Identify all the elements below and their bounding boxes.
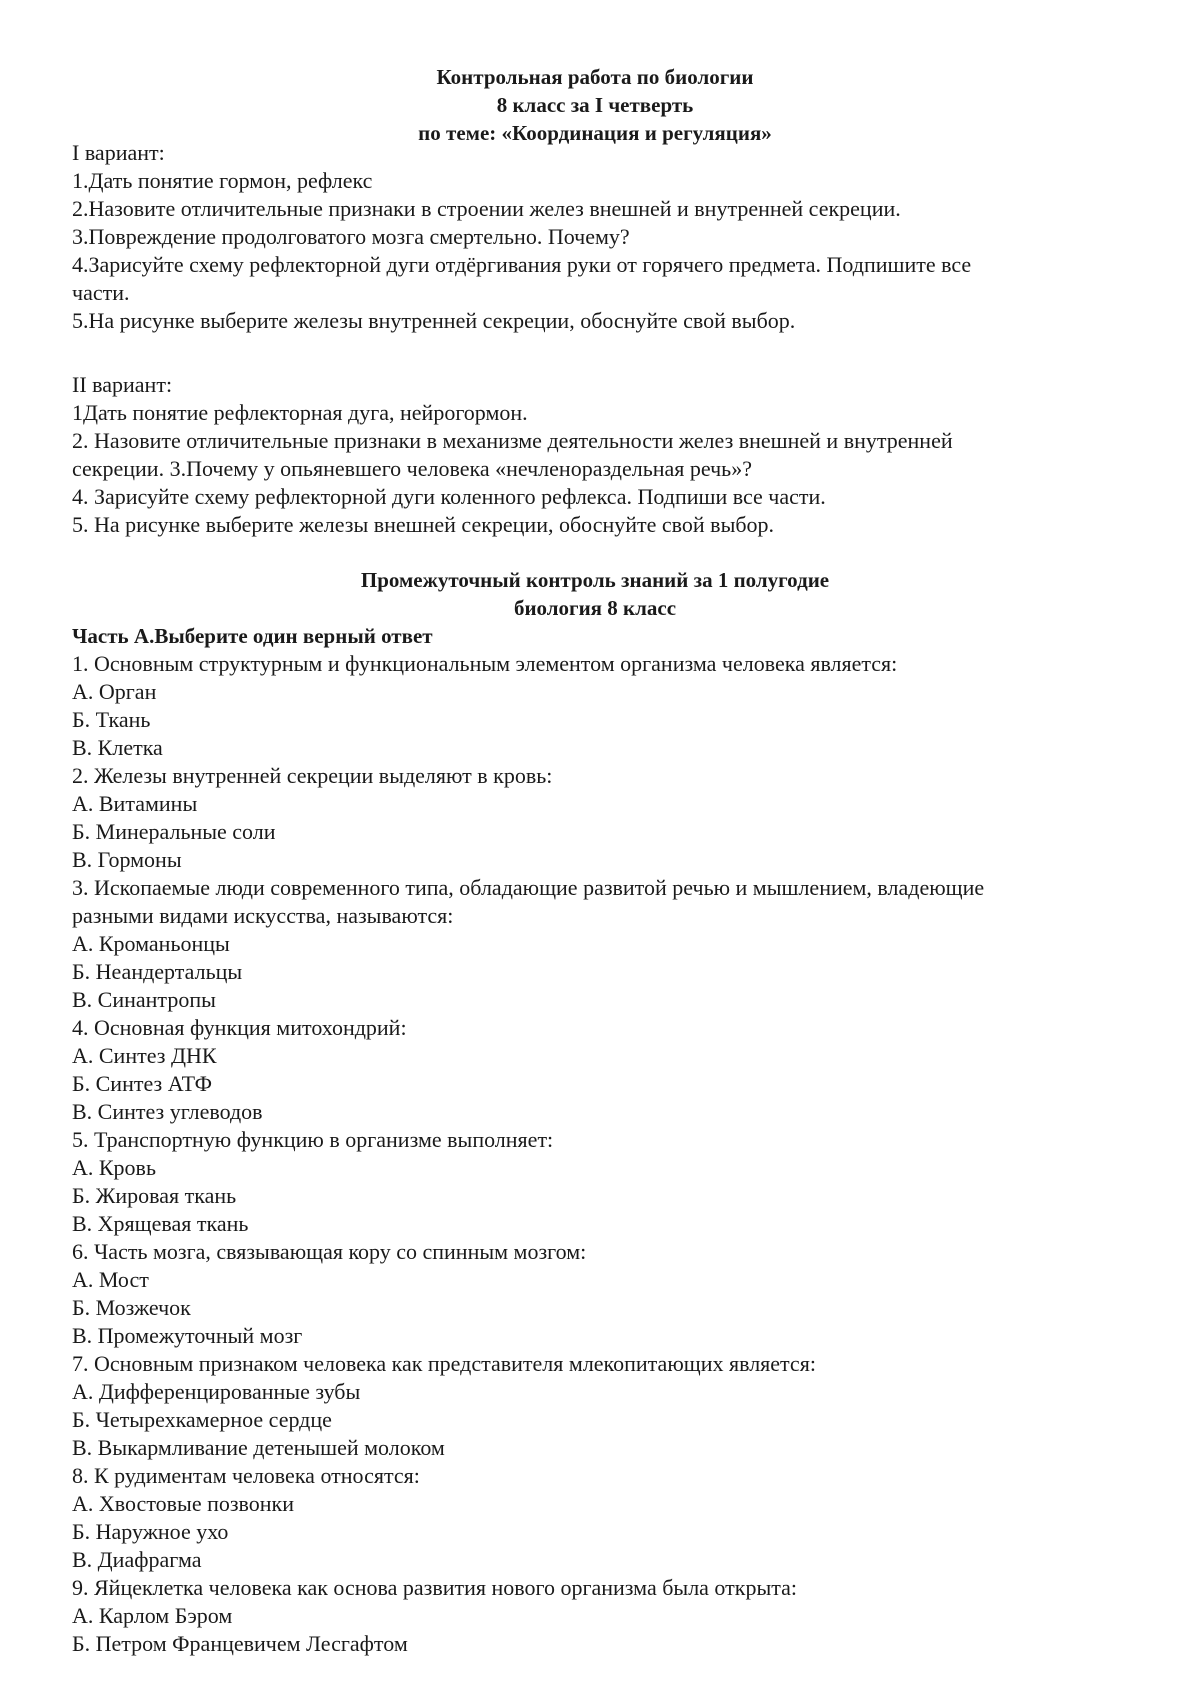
answer-option: Б. Минеральные соли — [72, 819, 276, 844]
question-line: 1.Дать понятие гормон, рефлекс — [72, 168, 373, 193]
test1-title-line: Контрольная работа по биологии — [436, 65, 754, 89]
question-line: 3. Ископаемые люди современного типа, обладающие развитой речью и мышлением, владеющие — [72, 875, 985, 900]
answer-option: Б. Неандертальцы — [72, 959, 243, 984]
answer-option: А. Орган — [72, 679, 157, 704]
answer-option: А. Кроманьонцы — [72, 931, 230, 956]
answer-option: В. Клетка — [72, 735, 163, 760]
variant-1-section — [72, 139, 1132, 335]
question-line: 3.Повреждение продолговатого мозга смертельно. Почему? — [72, 224, 630, 249]
test2-title-line: Промежуточный контроль знаний за 1 полугодие — [360, 568, 830, 592]
answer-option: В. Хрящевая ткань — [72, 1211, 249, 1236]
answer-option: В. Промежуточный мозг — [72, 1323, 303, 1348]
part-a-heading: Часть А.Выберите один верный ответ — [72, 624, 433, 648]
answer-option: А. Синтез ДНК — [72, 1043, 217, 1068]
question-line: 1Дать понятие рефлекторная дуга, нейрогормон. — [72, 400, 528, 425]
answer-option: В. Диафрагма — [72, 1547, 202, 1572]
test1-title-line: 8 класс за I четверть — [496, 93, 694, 117]
question-line: 4.Зарисуйте схему рефлекторной дуги отдёргивания руки от горячего предмета. Подпишите все — [72, 252, 972, 277]
answer-option: В. Синтез углеводов — [72, 1099, 263, 1124]
question-line: 2.Назовите отличительные признаки в строении желез внешней и внутренней секреции. — [72, 196, 901, 221]
question-line: 4. Основная функция митохондрий: — [72, 1015, 407, 1040]
test1-title — [0, 63, 1190, 147]
answer-option: А. Дифференцированные зубы — [72, 1379, 361, 1404]
answer-option: Б. Ткань — [72, 707, 151, 732]
answer-option: В. Гормоны — [72, 847, 182, 872]
variant-1-label: I вариант: — [72, 140, 165, 165]
question-line: 2. Железы внутренней секреции выделяют в кровь: — [72, 763, 553, 788]
answer-option: Б. Петром Францевичем Лесгафтом — [72, 1631, 408, 1656]
part-a-section — [72, 622, 1132, 1658]
answer-option: Б. Жировая ткань — [72, 1183, 237, 1208]
question-line: 4. Зарисуйте схему рефлекторной дуги коленного рефлекса. Подпиши все части. — [72, 484, 826, 509]
question-line: 5.На рисунке выберите железы внутренней секреции, обоснуйте свой выбор. — [72, 308, 796, 333]
question-line: 9. Яйцеклетка человека как основа развития нового организма была открыта: — [72, 1575, 797, 1600]
question-line: разными видами искусства, называются: — [72, 903, 454, 928]
variant-2-section — [72, 371, 1132, 539]
question-line: секреции. 3.Почему у опьяневшего человека «нечленораздельная речь»? — [72, 456, 752, 481]
variant-2-label: II вариант: — [72, 372, 173, 397]
answer-option: В. Синантропы — [72, 987, 216, 1012]
test1-title-line: по теме: «Координация и регуляция» — [418, 121, 772, 145]
answer-option: Б. Наружное ухо — [72, 1519, 229, 1544]
answer-option: А. Мост — [72, 1267, 149, 1292]
answer-option: Б. Мозжечок — [72, 1295, 191, 1320]
question-line: 8. К рудиментам человека относятся: — [72, 1463, 420, 1488]
answer-option: В. Выкармливание детенышей молоком — [72, 1435, 445, 1460]
question-line: 7. Основным признаком человека как представителя млекопитающих является: — [72, 1351, 816, 1376]
question-line: 5. На рисунке выберите железы внешней секреции, обоснуйте свой выбор. — [72, 512, 775, 537]
test2-title-line: биология 8 класс — [513, 596, 677, 620]
answer-option: А. Карлом Бэром — [72, 1603, 233, 1628]
question-line: 5. Транспортную функцию в организме выполняет: — [72, 1127, 554, 1152]
answer-option: Б. Четырехкамерное сердце — [72, 1407, 332, 1432]
test2-title — [0, 566, 1190, 622]
answer-option: А. Кровь — [72, 1155, 156, 1180]
answer-option: А. Хвостовые позвонки — [72, 1491, 295, 1516]
question-line: 1. Основным структурным и функциональным элементом организма человека является: — [72, 651, 898, 676]
answer-option: А. Витамины — [72, 791, 198, 816]
question-line: 2. Назовите отличительные признаки в механизме деятельности желез внешней и внутренней — [72, 428, 953, 453]
question-line: 6. Часть мозга, связывающая кору со спинным мозгом: — [72, 1239, 587, 1264]
question-line: части. — [72, 280, 130, 305]
answer-option: Б. Синтез АТФ — [72, 1071, 212, 1096]
